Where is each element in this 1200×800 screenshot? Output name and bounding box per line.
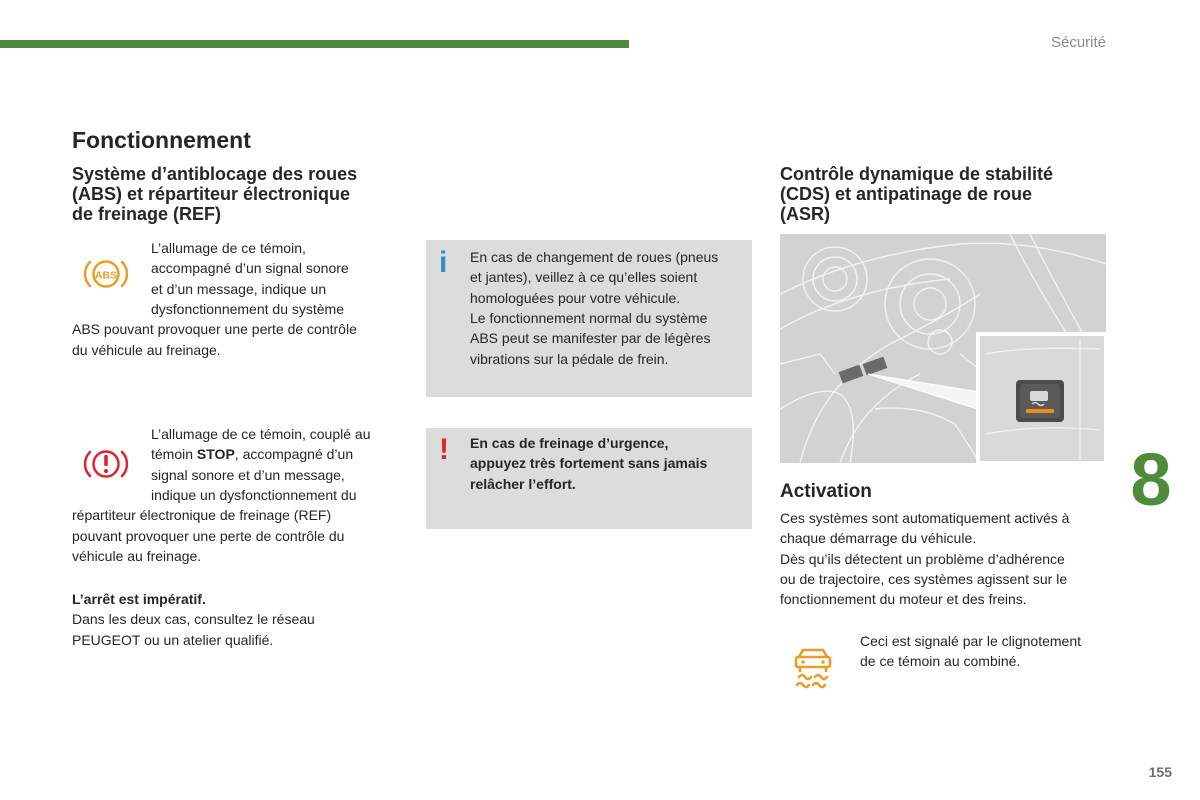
main-title: Fonctionnement [72,127,251,153]
abs-warning-icon [80,254,132,294]
info-box-line: En cas de changement de roues (pneus [470,249,719,265]
abs-text-line: L’allumage de ce témoin, [151,240,306,256]
ref-text-line: signal sonore et d’un message, [151,466,345,483]
ref-text-line: indique un dysfonctionnement du [151,486,357,503]
info-box-line: homologuées pour votre véhicule. [470,289,681,306]
esp-signal-text: de ce témoin au combiné. [860,653,1021,670]
abs-heading: Système d’antiblocage des roues (ABS) et répartiteur électronique de freinage (REF) [72,164,358,224]
esp-warning-icon [791,646,835,694]
warning-box [426,428,752,529]
abs-icon-label: ABS [94,269,118,282]
chapter-number: 8 [1130,438,1172,521]
stop-notice-line: Dans les deux cas, consultez le réseau [72,611,315,628]
header-green-bar [0,40,629,48]
activation-line: ou de trajectoire, ces systèmes agissent sur le [780,570,1068,587]
abs-text-line: et d’un message, indique un [151,280,327,297]
dashboard-illustration [780,234,1106,463]
abs-text-line: dysfonctionnement du système [151,300,344,317]
info-box-line: Le fonctionnement normal du système [470,309,708,326]
dashboard-drawing [780,234,1106,463]
info-icon: i [439,246,448,279]
esp-signal-text: Ceci est signalé par le clignotement [860,633,1082,649]
activation-line: chaque démarrage du véhicule. [780,530,977,547]
activation-line: Dès qu’ils détectent un problème d’adhérence [780,550,1065,567]
esp-button-icon [1016,380,1064,422]
ref-text-line: véhicule au freinage. [72,547,202,564]
danger-icon: ! [439,433,449,466]
activation-heading: Activation [780,481,872,502]
ref-text-line: pouvant provoquer une perte de contrôle du [72,527,345,544]
ref-text-line: L’allumage de ce témoin, couplé au [151,426,371,442]
abs-text-line: du véhicule au freinage. [72,341,221,358]
page-number: 155 [1148,764,1172,780]
cds-heading: Contrôle dynamique de stabilité (CDS) et antipatinage de roue (ASR) [780,164,1054,224]
stop-notice-line: PEUGEOT ou un atelier qualifié. [72,631,274,648]
warning-box-line: En cas de freinage d’urgence, [470,435,669,451]
stop-notice-title: L’arrêt est impératif. [72,591,206,607]
brake-warning-icon [80,444,132,484]
ref-text-line: répartiteur électronique de freinage (REF) [72,507,332,524]
warning-box-line: relâcher l’effort. [470,475,576,492]
activation-line: Ces systèmes sont automatiquement activés à [780,510,1070,526]
section-title: Sécurité [1050,34,1106,51]
info-box [426,240,752,397]
info-box-line: vibrations sur la pédale de frein. [470,350,669,367]
info-box-line: et jantes), veillez à ce qu’elles soient [470,269,698,286]
warning-box-line: appuyez très fortement sans jamais [470,455,708,472]
abs-text-line: accompagné d’un signal sonore [151,260,349,277]
stop-label: STOP [196,446,235,463]
abs-text-line: ABS pouvant provoquer une perte de contrôle [72,321,357,338]
activation-line: fonctionnement du moteur et des freins. [780,591,1027,608]
info-box-line: ABS peut se manifester par de légères [470,330,711,347]
ref-text-line-stop: témoin STOP, accompagné d’un [151,446,354,463]
